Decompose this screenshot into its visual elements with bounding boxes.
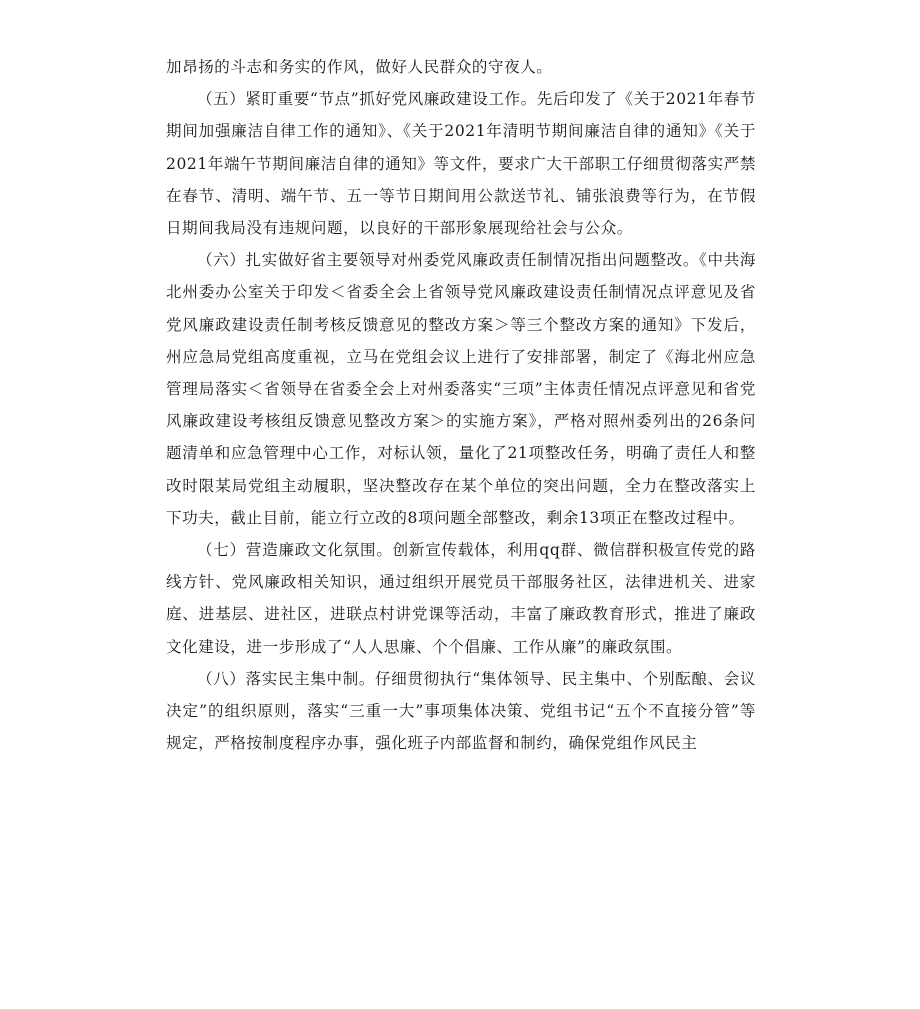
paragraph-section-5: （五）紧盯重要“节点”抓好党风廉政建设工作。先后印发了《关于2021年春节期间加强廉洁自律工作的通知》、《关于2021年清明节期间廉洁自律的通知》《关于2021年端午节期间廉洁自律的通知》等文件，要求广大干部职工仔细贯彻落实严禁在春节、清明、端午节、五一等节日期间用公款送节礼、铺张浪费等行为，在节假日期间我局没有违规问题，以良好的干部形象展现给社会与公众。 xyxy=(166,90,756,238)
document-body xyxy=(166,51,756,759)
paragraph-section-8: （八）落实民主集中制。仔细贯彻执行“集体领导、民主集中、个别酝酿、会议决定”的组织原则，落实“三重一大”事项集体决策、党组书记“五个不直接分管”等规定，严格按制度程序办事，强化班子内部监督和制约，确保党组作风民主 xyxy=(166,669,756,753)
paragraph-section-6: （六）扎实做好省主要领导对州委党风廉政责任制情况指出问题整改。《中共海北州委办公室关于印发＜省委全会上省领导党风廉政建设责任制情况点评意见及省党风廉政建设责任制考核反馈意见的整改方案＞等三个整改方案的通知》下发后，州应急局党组高度重视，立马在党组会议上进行了安排部署，制定了《海北州应急管理局落实＜省领导在省委全会上对州委落实“三项”主体责任情况点评意见和省党风廉政建设考核组反馈意见整改方案＞的实施方案》，严格对照州委列出的26条问题清单和应急管理中心工作，对标认领，量化了21项整改任务，明确了责任人和整改时限某局党组主动履职，坚决整改存在某个单位的突出问题，全力在整改落实上下功夫，截止目前，能立行立改的8项问题全部整改，剩余13项正在整改过程中。 xyxy=(166,251,756,527)
paragraph-section-7: （七）营造廉政文化氛围。创新宣传载体，利用qq群、微信群积极宣传党的路线方针、党风廉政相关知识，通过组织开展党员干部服务社区，法律进机关、进家庭、进基层、进社区，进联点村讲党课等活动，丰富了廉政教育形式，推进了廉政文化建设，进一步形成了“人人思廉、个个倡廉、工作从廉”的廉政氛围。 xyxy=(166,541,756,656)
paragraph-continuation: 加昂扬的斗志和务实的作风，做好人民群众的守夜人。 xyxy=(166,58,553,76)
